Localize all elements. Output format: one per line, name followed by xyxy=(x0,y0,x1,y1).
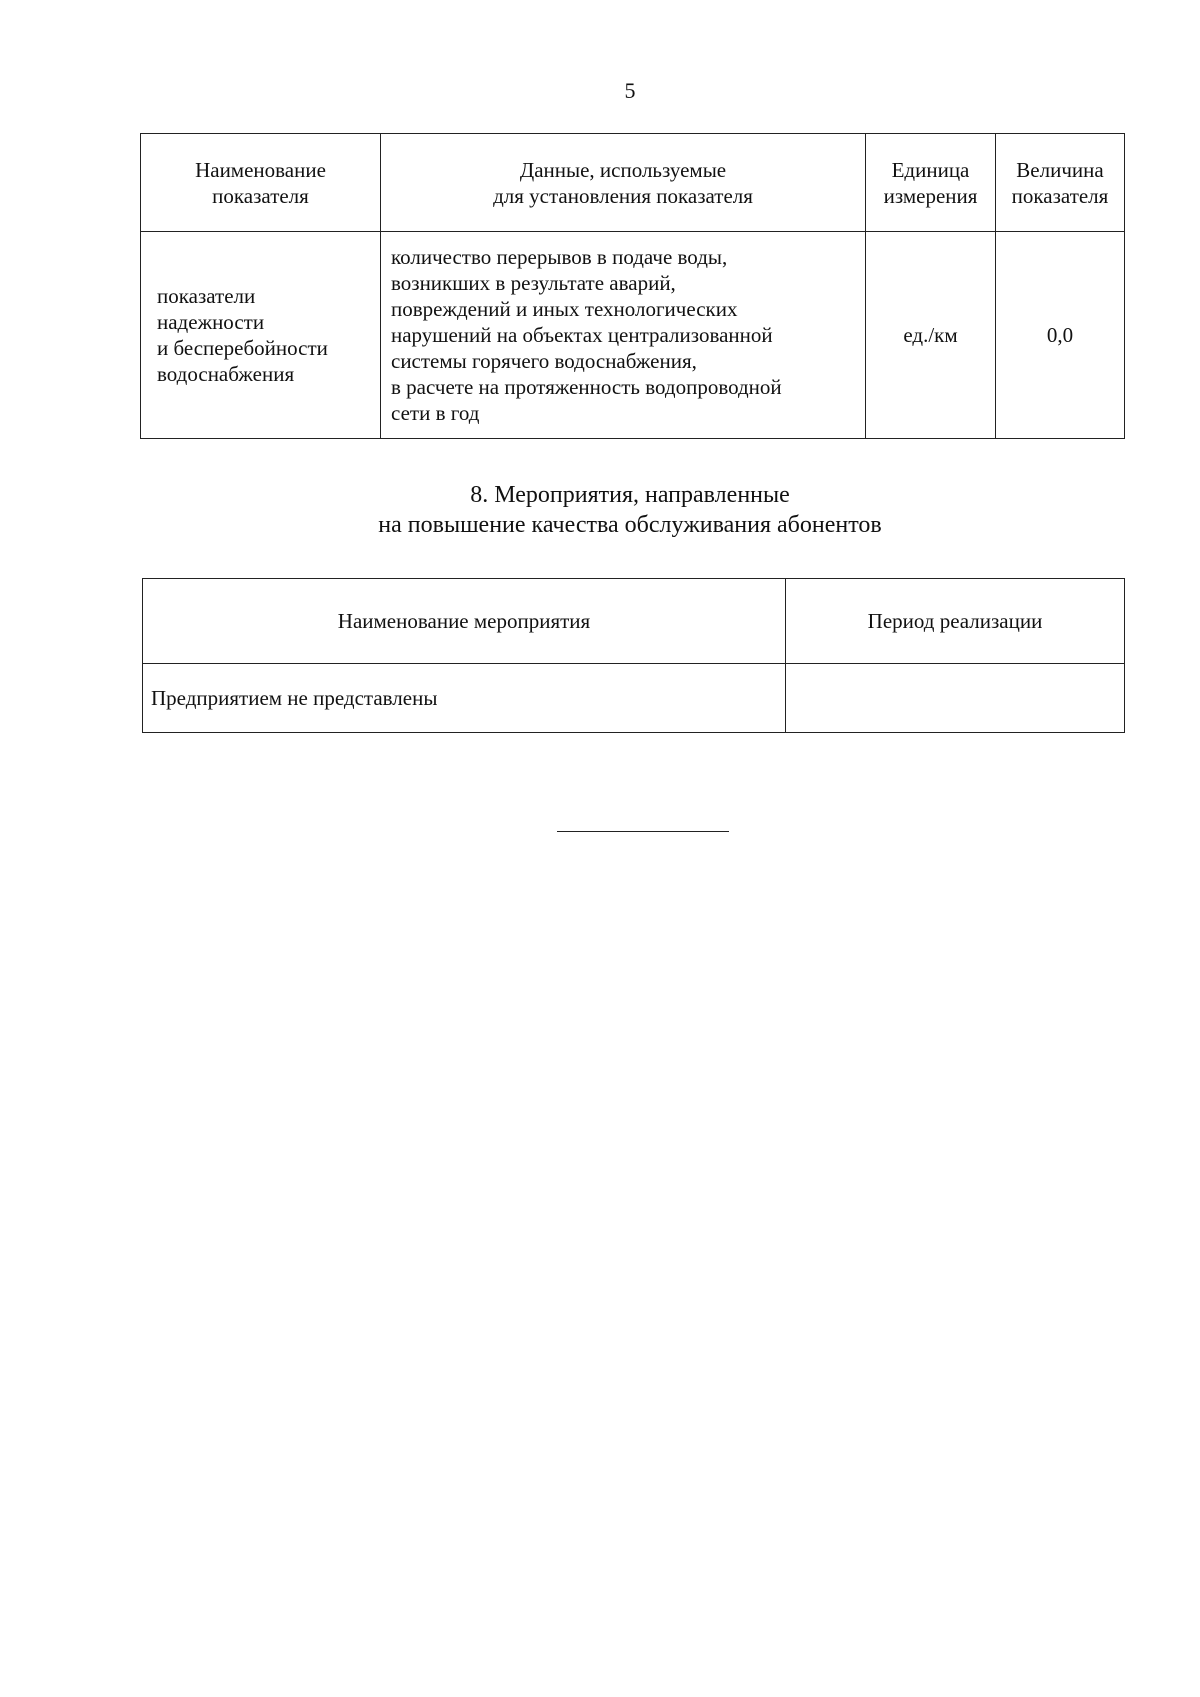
indicator-unit-cell: ед./км xyxy=(866,232,996,439)
table-row xyxy=(141,232,1125,439)
indicator-table-header-row xyxy=(141,134,1125,232)
header-value: Величина показателя xyxy=(996,134,1125,232)
header-measure-name: Наименование мероприятия xyxy=(143,579,786,664)
section-8-title: 8. Мероприятия, направленные на повышение качества обслуживания абонентов xyxy=(378,482,882,538)
indicator-value-cell: 0,0 xyxy=(996,232,1125,439)
measures-table xyxy=(142,578,1125,733)
header-indicator-name: Наименование показателя xyxy=(141,134,381,232)
measure-period-cell xyxy=(786,664,1125,733)
header-indicator-data: Данные, используемые для установления показателя xyxy=(381,134,866,232)
page-number: 5 xyxy=(624,78,636,103)
indicator-data-cell: количество перерывов в подаче воды, возникших в результате аварий, повреждений и иных технологических нарушений на объектах централизованной системы горячего водоснабжения, в расчете на протяженность водопроводной сети в год xyxy=(381,232,866,439)
indicator-name-cell: показатели надежности и бесперебойности водоснабжения xyxy=(141,232,381,439)
header-unit: Единица измерения xyxy=(866,134,996,232)
end-of-document-divider xyxy=(557,831,729,832)
measure-name-cell: Предприятием не представлены xyxy=(143,664,786,733)
table-row xyxy=(143,664,1125,733)
measures-table-header-row xyxy=(143,579,1125,664)
indicator-table xyxy=(140,133,1125,439)
header-period: Период реализации xyxy=(786,579,1125,664)
